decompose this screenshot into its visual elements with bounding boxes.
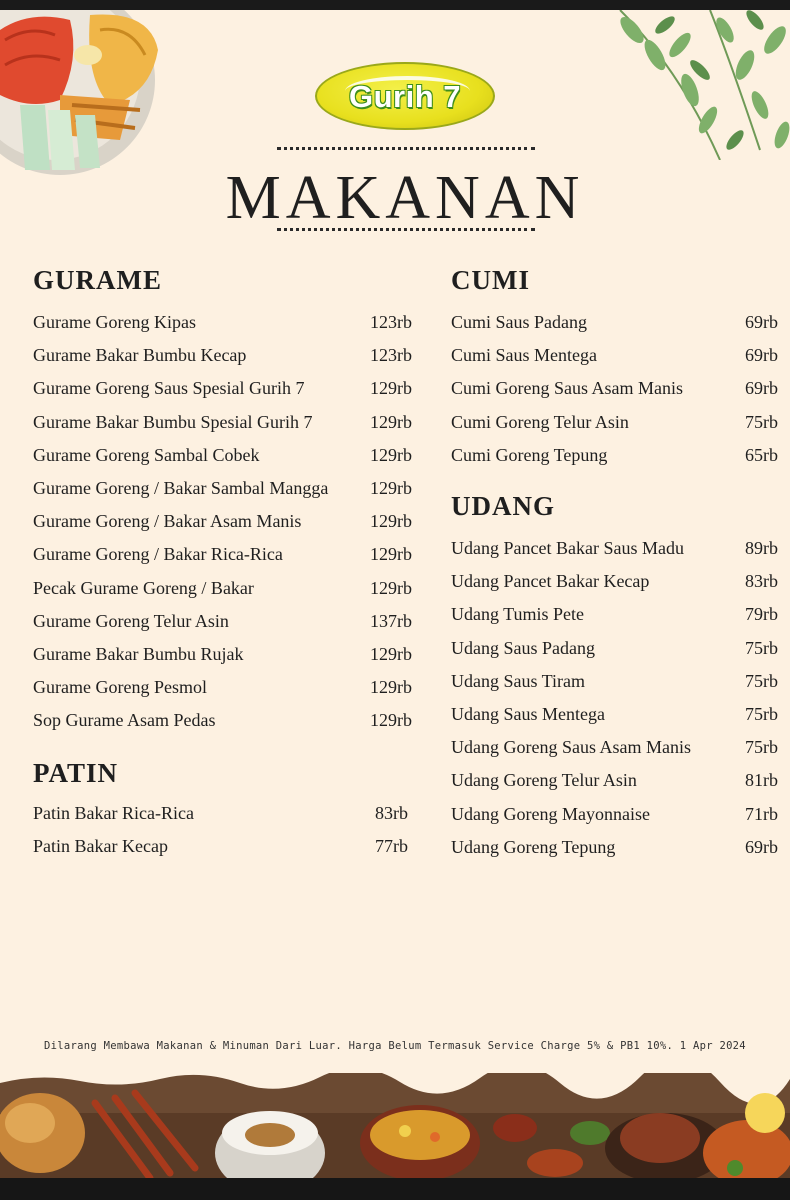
menu-item [451, 604, 778, 637]
logo-text: Gurih 7 [348, 79, 461, 114]
menu-item-price: 75rb [745, 412, 778, 432]
leaves-illustration [560, 10, 790, 160]
menu-item [33, 312, 412, 345]
menu-item [451, 704, 778, 737]
menu-item [33, 836, 408, 869]
menu-item-price: 69rb [745, 312, 778, 332]
menu-item-price: 129rb [370, 544, 412, 564]
menu-item [451, 345, 778, 378]
menu-item-name: Cumi Goreng Tepung [451, 445, 608, 465]
menu-item [33, 544, 412, 577]
section-title-patin: PATIN [33, 758, 118, 788]
menu-item [451, 837, 778, 870]
menu-item [451, 638, 778, 671]
section-title-cumi: CUMI [451, 265, 530, 295]
menu-item-name: Udang Saus Padang [451, 638, 595, 658]
menu-item-name: Sop Gurame Asam Pedas [33, 710, 216, 730]
menu-item-price: 137rb [370, 611, 412, 631]
page-title: MAKANAN [225, 164, 585, 232]
food-banner-photo [0, 1073, 790, 1178]
menu-item-name: Udang Goreng Mayonnaise [451, 804, 650, 824]
menu-item-price: 129rb [370, 511, 412, 531]
menu-item [451, 412, 778, 445]
menu-item-name: Gurame Goreng Saus Spesial Gurih 7 [33, 378, 305, 398]
menu-item-price: 75rb [745, 638, 778, 658]
menu-item-name: Gurame Bakar Bumbu Spesial Gurih 7 [33, 412, 313, 432]
menu-item [451, 538, 778, 571]
menu-item [33, 478, 412, 511]
menu-item-price: 129rb [370, 578, 412, 598]
divider-top [277, 147, 535, 150]
menu-item-name: Pecak Gurame Goreng / Bakar [33, 578, 254, 598]
menu-item [33, 412, 412, 445]
brand-logo [315, 62, 495, 130]
menu-item [33, 644, 412, 677]
menu-item-price: 123rb [370, 345, 412, 365]
menu-item [33, 345, 412, 378]
menu-item-price: 89rb [745, 538, 778, 558]
menu-page [0, 10, 790, 1178]
menu-item-price: 81rb [745, 770, 778, 790]
menu-item-price: 129rb [370, 677, 412, 697]
menu-item-name: Udang Pancet Bakar Kecap [451, 571, 650, 591]
menu-item-price: 129rb [370, 710, 412, 730]
menu-item-name: Udang Saus Mentega [451, 704, 605, 724]
menu-item-name: Udang Tumis Pete [451, 604, 585, 624]
menu-item-name: Gurame Goreng / Bakar Asam Manis [33, 511, 302, 531]
menu-item [33, 378, 412, 411]
menu-item-price: 75rb [745, 737, 778, 757]
menu-item-name: Gurame Bakar Bumbu Kecap [33, 345, 247, 365]
menu-item [451, 312, 778, 345]
menu-item-name: Gurame Bakar Bumbu Rujak [33, 644, 244, 664]
menu-item [451, 737, 778, 770]
menu-item-price: 75rb [745, 671, 778, 691]
menu-item-price: 83rb [375, 803, 408, 823]
menu-item-price: 77rb [375, 836, 408, 856]
menu-item [451, 571, 778, 604]
menu-item-price: 79rb [745, 604, 778, 624]
menu-item-name: Gurame Goreng Sambal Cobek [33, 445, 260, 465]
menu-item [33, 677, 412, 710]
menu-item-price: 69rb [745, 837, 778, 857]
menu-item-name: Cumi Goreng Saus Asam Manis [451, 378, 683, 398]
menu-item [33, 511, 412, 544]
menu-item-name: Cumi Saus Mentega [451, 345, 597, 365]
menu-item-name: Udang Pancet Bakar Saus Madu [451, 538, 684, 558]
menu-item-name: Cumi Saus Padang [451, 312, 588, 332]
menu-item-name: Cumi Goreng Telur Asin [451, 412, 629, 432]
top-bar [0, 0, 790, 10]
menu-item-name: Udang Saus Tiram [451, 671, 586, 691]
menu-item-name: Gurame Goreng / Bakar Rica-Rica [33, 544, 283, 564]
section-title-gurame: GURAME [33, 265, 162, 295]
menu-item [451, 804, 778, 837]
menu-item-price: 69rb [745, 345, 778, 365]
menu-item-name: Patin Bakar Rica-Rica [33, 803, 194, 823]
menu-item-price: 69rb [745, 378, 778, 398]
menu-item-price: 129rb [370, 445, 412, 465]
menu-item-price: 129rb [370, 412, 412, 432]
menu-item-name: Gurame Goreng / Bakar Sambal Mangga [33, 478, 329, 498]
menu-item-price: 65rb [745, 445, 778, 465]
menu-item [33, 445, 412, 478]
menu-item-price: 123rb [370, 312, 412, 332]
menu-item-name: Patin Bakar Kecap [33, 836, 168, 856]
food-platter-illustration [0, 10, 170, 175]
menu-item [33, 803, 408, 836]
bottom-bar [0, 1178, 790, 1200]
menu-item-price: 129rb [370, 644, 412, 664]
menu-item-name: Udang Goreng Telur Asin [451, 770, 637, 790]
menu-item-name: Udang Goreng Saus Asam Manis [451, 737, 691, 757]
menu-item [33, 710, 412, 743]
menu-item [451, 770, 778, 803]
menu-item-price: 129rb [370, 378, 412, 398]
menu-item-price: 129rb [370, 478, 412, 498]
menu-item-price: 83rb [745, 571, 778, 591]
menu-item-name: Udang Goreng Tepung [451, 837, 616, 857]
menu-item [451, 445, 778, 478]
menu-item-name: Gurame Goreng Telur Asin [33, 611, 229, 631]
menu-item-price: 71rb [745, 804, 778, 824]
menu-item [33, 611, 412, 644]
menu-item [33, 578, 412, 611]
footnote: Dilarang Membawa Makanan & Minuman Dari Luar. Harga Belum Termasuk Service Charge 5% & PB1 10%. 1 Apr 2024 [44, 1040, 746, 1052]
menu-item [451, 378, 778, 411]
menu-item [451, 671, 778, 704]
divider-bottom [277, 228, 535, 231]
menu-item-price: 75rb [745, 704, 778, 724]
menu-item-name: Gurame Goreng Pesmol [33, 677, 207, 697]
menu-item-name: Gurame Goreng Kipas [33, 312, 196, 332]
section-title-udang: UDANG [451, 491, 555, 521]
